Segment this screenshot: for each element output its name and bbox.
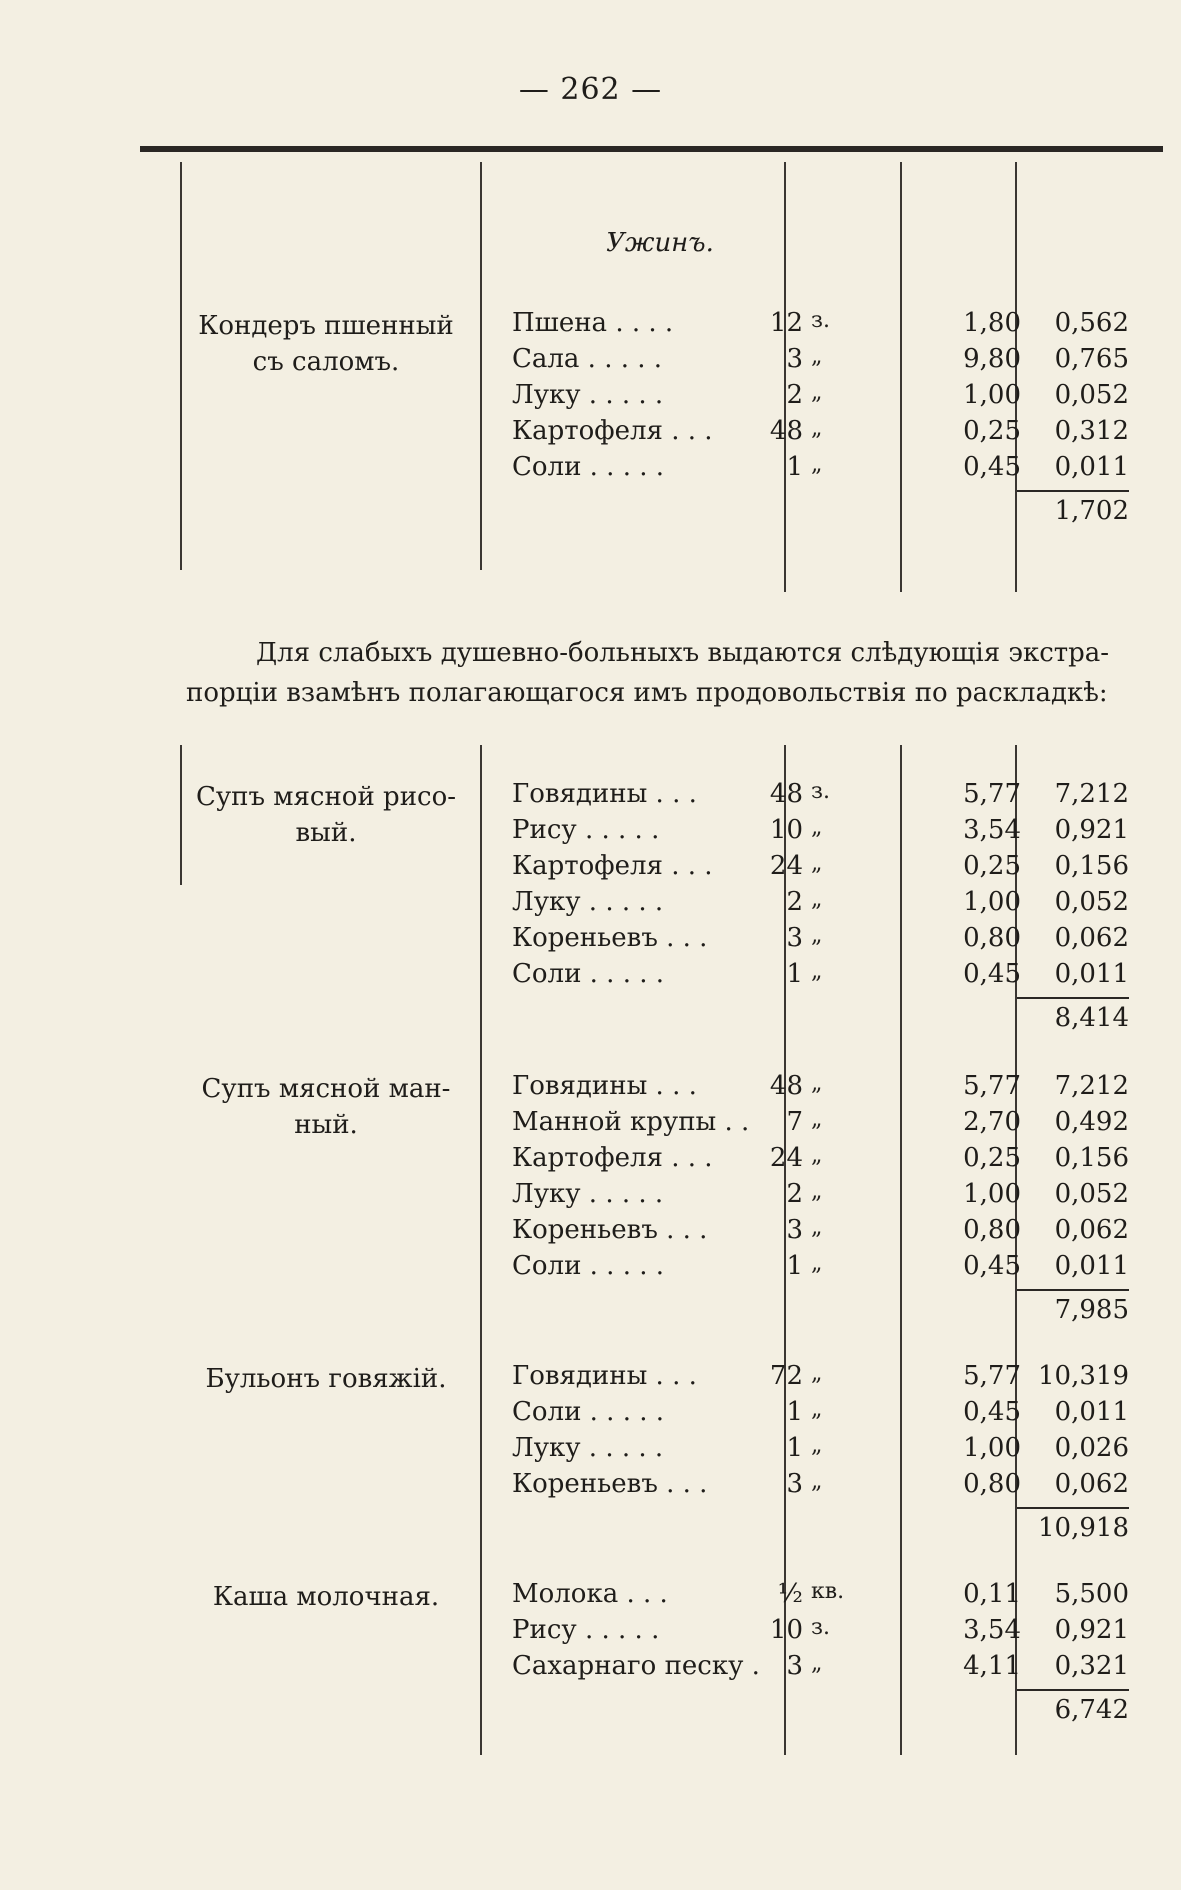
quantity: 10 (769, 1615, 803, 1645)
cost: 0,562 (1054, 308, 1129, 338)
price: 3,54 (963, 815, 1021, 845)
table-row (0, 851, 1181, 887)
table-row (0, 779, 1181, 815)
table-row (0, 344, 1181, 380)
table-row (0, 1143, 1181, 1179)
price: 1,00 (963, 887, 1021, 917)
price: 3,54 (963, 1615, 1021, 1645)
table-row (0, 1433, 1181, 1469)
quantity: 2 (786, 380, 803, 410)
paragraph-line: порціи взамѣнъ полагающагося имъ продовольствія по раскладкѣ: (186, 678, 1108, 708)
unit: „ (811, 1651, 823, 1676)
table-row (0, 1397, 1181, 1433)
ingredient: Рису . . . . . (512, 815, 660, 845)
ingredient: Сахарнаго песку . (512, 1651, 760, 1681)
ingredient: Соли . . . . . (512, 1397, 665, 1427)
unit: з. (811, 1615, 830, 1640)
ingredient: Картофеля . . . (512, 416, 713, 446)
quantity: 1 (786, 959, 803, 989)
ingredient: Кореньевъ . . . (512, 1469, 708, 1499)
price: 2,70 (963, 1107, 1021, 1137)
price: 0,25 (963, 416, 1021, 446)
table-row (0, 1361, 1181, 1397)
unit: „ (811, 1071, 823, 1096)
price: 1,00 (963, 1179, 1021, 1209)
cost: 0,312 (1054, 416, 1129, 446)
sum-rule (1017, 997, 1129, 999)
ingredient: Луку . . . . . (512, 1433, 664, 1463)
cost: 0,011 (1054, 959, 1129, 989)
cost: 0,052 (1054, 1179, 1129, 1209)
page-number: — 262 — (518, 72, 663, 107)
cost: 0,921 (1054, 815, 1129, 845)
cost: 0,321 (1054, 1651, 1129, 1681)
price: 4,11 (963, 1651, 1021, 1681)
unit: „ (811, 1215, 823, 1240)
ingredient: Соли . . . . . (512, 1251, 665, 1281)
table-row (0, 380, 1181, 416)
price: 0,45 (963, 452, 1021, 482)
cost: 0,156 (1054, 851, 1129, 881)
price: 1,00 (963, 380, 1021, 410)
sum-rule (1017, 1507, 1129, 1509)
quantity: 1 (786, 452, 803, 482)
unit: „ (811, 815, 823, 840)
table-row (0, 1179, 1181, 1215)
total: 10,918 (1038, 1513, 1129, 1543)
table-row (0, 1107, 1181, 1143)
unit: „ (811, 959, 823, 984)
quantity: 48 (769, 779, 803, 809)
quantity: 48 (769, 416, 803, 446)
meal-title: Ужинъ. (606, 228, 714, 258)
total: 8,414 (1054, 1003, 1129, 1033)
quantity: 3 (786, 1651, 803, 1681)
unit: „ (811, 1469, 823, 1494)
ingredient: Рису . . . . . (512, 1615, 660, 1645)
unit: „ (811, 416, 823, 441)
cost: 0,156 (1054, 1143, 1129, 1173)
table-row (0, 308, 1181, 344)
quantity: 1 (786, 1433, 803, 1463)
dish-name: Бульонъ говяжій. (205, 1364, 447, 1394)
quantity: 3 (786, 1215, 803, 1245)
ingredient: Сала . . . . . (512, 344, 663, 374)
quantity: 2 (786, 1179, 803, 1209)
table-row (0, 1215, 1181, 1251)
unit: „ (811, 923, 823, 948)
table-row (0, 1579, 1181, 1615)
table-row (0, 452, 1181, 488)
cost: 0,062 (1054, 1469, 1129, 1499)
price: 5,77 (963, 1071, 1021, 1101)
cost: 10,319 (1038, 1361, 1129, 1391)
total: 7,985 (1054, 1295, 1129, 1325)
ingredient: Соли . . . . . (512, 452, 665, 482)
price: 0,45 (963, 959, 1021, 989)
ingredient: Говядины . . . (512, 1071, 697, 1101)
total: 1,702 (1054, 496, 1129, 526)
quantity: 72 (769, 1361, 803, 1391)
unit: „ (811, 1397, 823, 1422)
cost: 0,062 (1054, 1215, 1129, 1245)
ingredient: Картофеля . . . (512, 1143, 713, 1173)
table-row (0, 1615, 1181, 1651)
cost: 7,212 (1054, 1071, 1129, 1101)
dish-name: Супъ мясной рисо- вый. (195, 782, 457, 848)
quantity: 12 (769, 308, 803, 338)
table-row (0, 1251, 1181, 1287)
unit: „ (811, 1143, 823, 1168)
unit: „ (811, 1107, 823, 1132)
cost: 0,011 (1054, 1251, 1129, 1281)
paragraph (186, 633, 1131, 713)
table-row (0, 887, 1181, 923)
ingredient: Манной крупы . . (512, 1107, 750, 1137)
ingredient: Луку . . . . . (512, 380, 664, 410)
table-row (0, 1071, 1181, 1107)
ingredient: Луку . . . . . (512, 1179, 664, 1209)
price: 0,80 (963, 923, 1021, 953)
quantity: 1 (786, 1251, 803, 1281)
unit: „ (811, 1361, 823, 1386)
price: 1,00 (963, 1433, 1021, 1463)
price: 0,45 (963, 1397, 1021, 1427)
unit: кв. (811, 1579, 845, 1604)
unit: „ (811, 1179, 823, 1204)
cost: 0,052 (1054, 380, 1129, 410)
price: 1,80 (963, 308, 1021, 338)
price: 0,80 (963, 1215, 1021, 1245)
cost: 0,011 (1054, 1397, 1129, 1427)
unit: „ (811, 851, 823, 876)
price: 9,80 (963, 344, 1021, 374)
cost: 5,500 (1054, 1579, 1129, 1609)
unit: „ (811, 380, 823, 405)
ingredient: Луку . . . . . (512, 887, 664, 917)
price: 5,77 (963, 1361, 1021, 1391)
price: 0,45 (963, 1251, 1021, 1281)
price: 0,11 (963, 1579, 1021, 1609)
unit: „ (811, 344, 823, 369)
cost: 0,062 (1054, 923, 1129, 953)
unit: „ (811, 887, 823, 912)
dish-name: Супъ мясной ман- ный. (201, 1074, 451, 1140)
price: 0,25 (963, 851, 1021, 881)
cost: 0,026 (1054, 1433, 1129, 1463)
price: 5,77 (963, 779, 1021, 809)
sum-rule (1017, 1289, 1129, 1291)
table-row (0, 959, 1181, 995)
sum-rule (1017, 490, 1129, 492)
ingredient: Картофеля . . . (512, 851, 713, 881)
quantity: 48 (769, 1071, 803, 1101)
cost: 0,492 (1054, 1107, 1129, 1137)
cost: 0,011 (1054, 452, 1129, 482)
quantity: 3 (786, 344, 803, 374)
ingredient: Говядины . . . (512, 779, 697, 809)
quantity: 3 (786, 923, 803, 953)
quantity: ½ (777, 1579, 803, 1609)
quantity: 10 (769, 815, 803, 845)
total: 6,742 (1054, 1695, 1129, 1725)
ingredient: Соли . . . . . (512, 959, 665, 989)
price: 0,80 (963, 1469, 1021, 1499)
table-row (0, 1651, 1181, 1687)
ingredient: Молока . . . (512, 1579, 668, 1609)
dish-name: Каша молочная. (212, 1582, 440, 1612)
top-rule (140, 146, 1163, 152)
unit: „ (811, 1251, 823, 1276)
table-row (0, 1469, 1181, 1505)
unit: „ (811, 1433, 823, 1458)
cost: 0,765 (1054, 344, 1129, 374)
ingredient: Кореньевъ . . . (512, 1215, 708, 1245)
quantity: 24 (769, 1143, 803, 1173)
sum-rule (1017, 1689, 1129, 1691)
paragraph-line: Для слабыхъ душевно-больныхъ выдаются слѣдующія экстра- (256, 638, 1110, 668)
unit: „ (811, 452, 823, 477)
cost: 7,212 (1054, 779, 1129, 809)
quantity: 3 (786, 1469, 803, 1499)
ingredient: Пшена . . . . (512, 308, 674, 338)
unit: з. (811, 308, 830, 333)
quantity: 24 (769, 851, 803, 881)
quantity: 7 (786, 1107, 803, 1137)
unit: з. (811, 779, 830, 804)
quantity: 1 (786, 1397, 803, 1427)
dish-name: Кондеръ пшенный съ саломъ. (198, 311, 454, 377)
table-row (0, 416, 1181, 452)
price: 0,25 (963, 1143, 1021, 1173)
table-row (0, 923, 1181, 959)
ingredient: Кореньевъ . . . (512, 923, 708, 953)
table-row (0, 815, 1181, 851)
cost: 0,052 (1054, 887, 1129, 917)
ingredient: Говядины . . . (512, 1361, 697, 1391)
quantity: 2 (786, 887, 803, 917)
cost: 0,921 (1054, 1615, 1129, 1645)
